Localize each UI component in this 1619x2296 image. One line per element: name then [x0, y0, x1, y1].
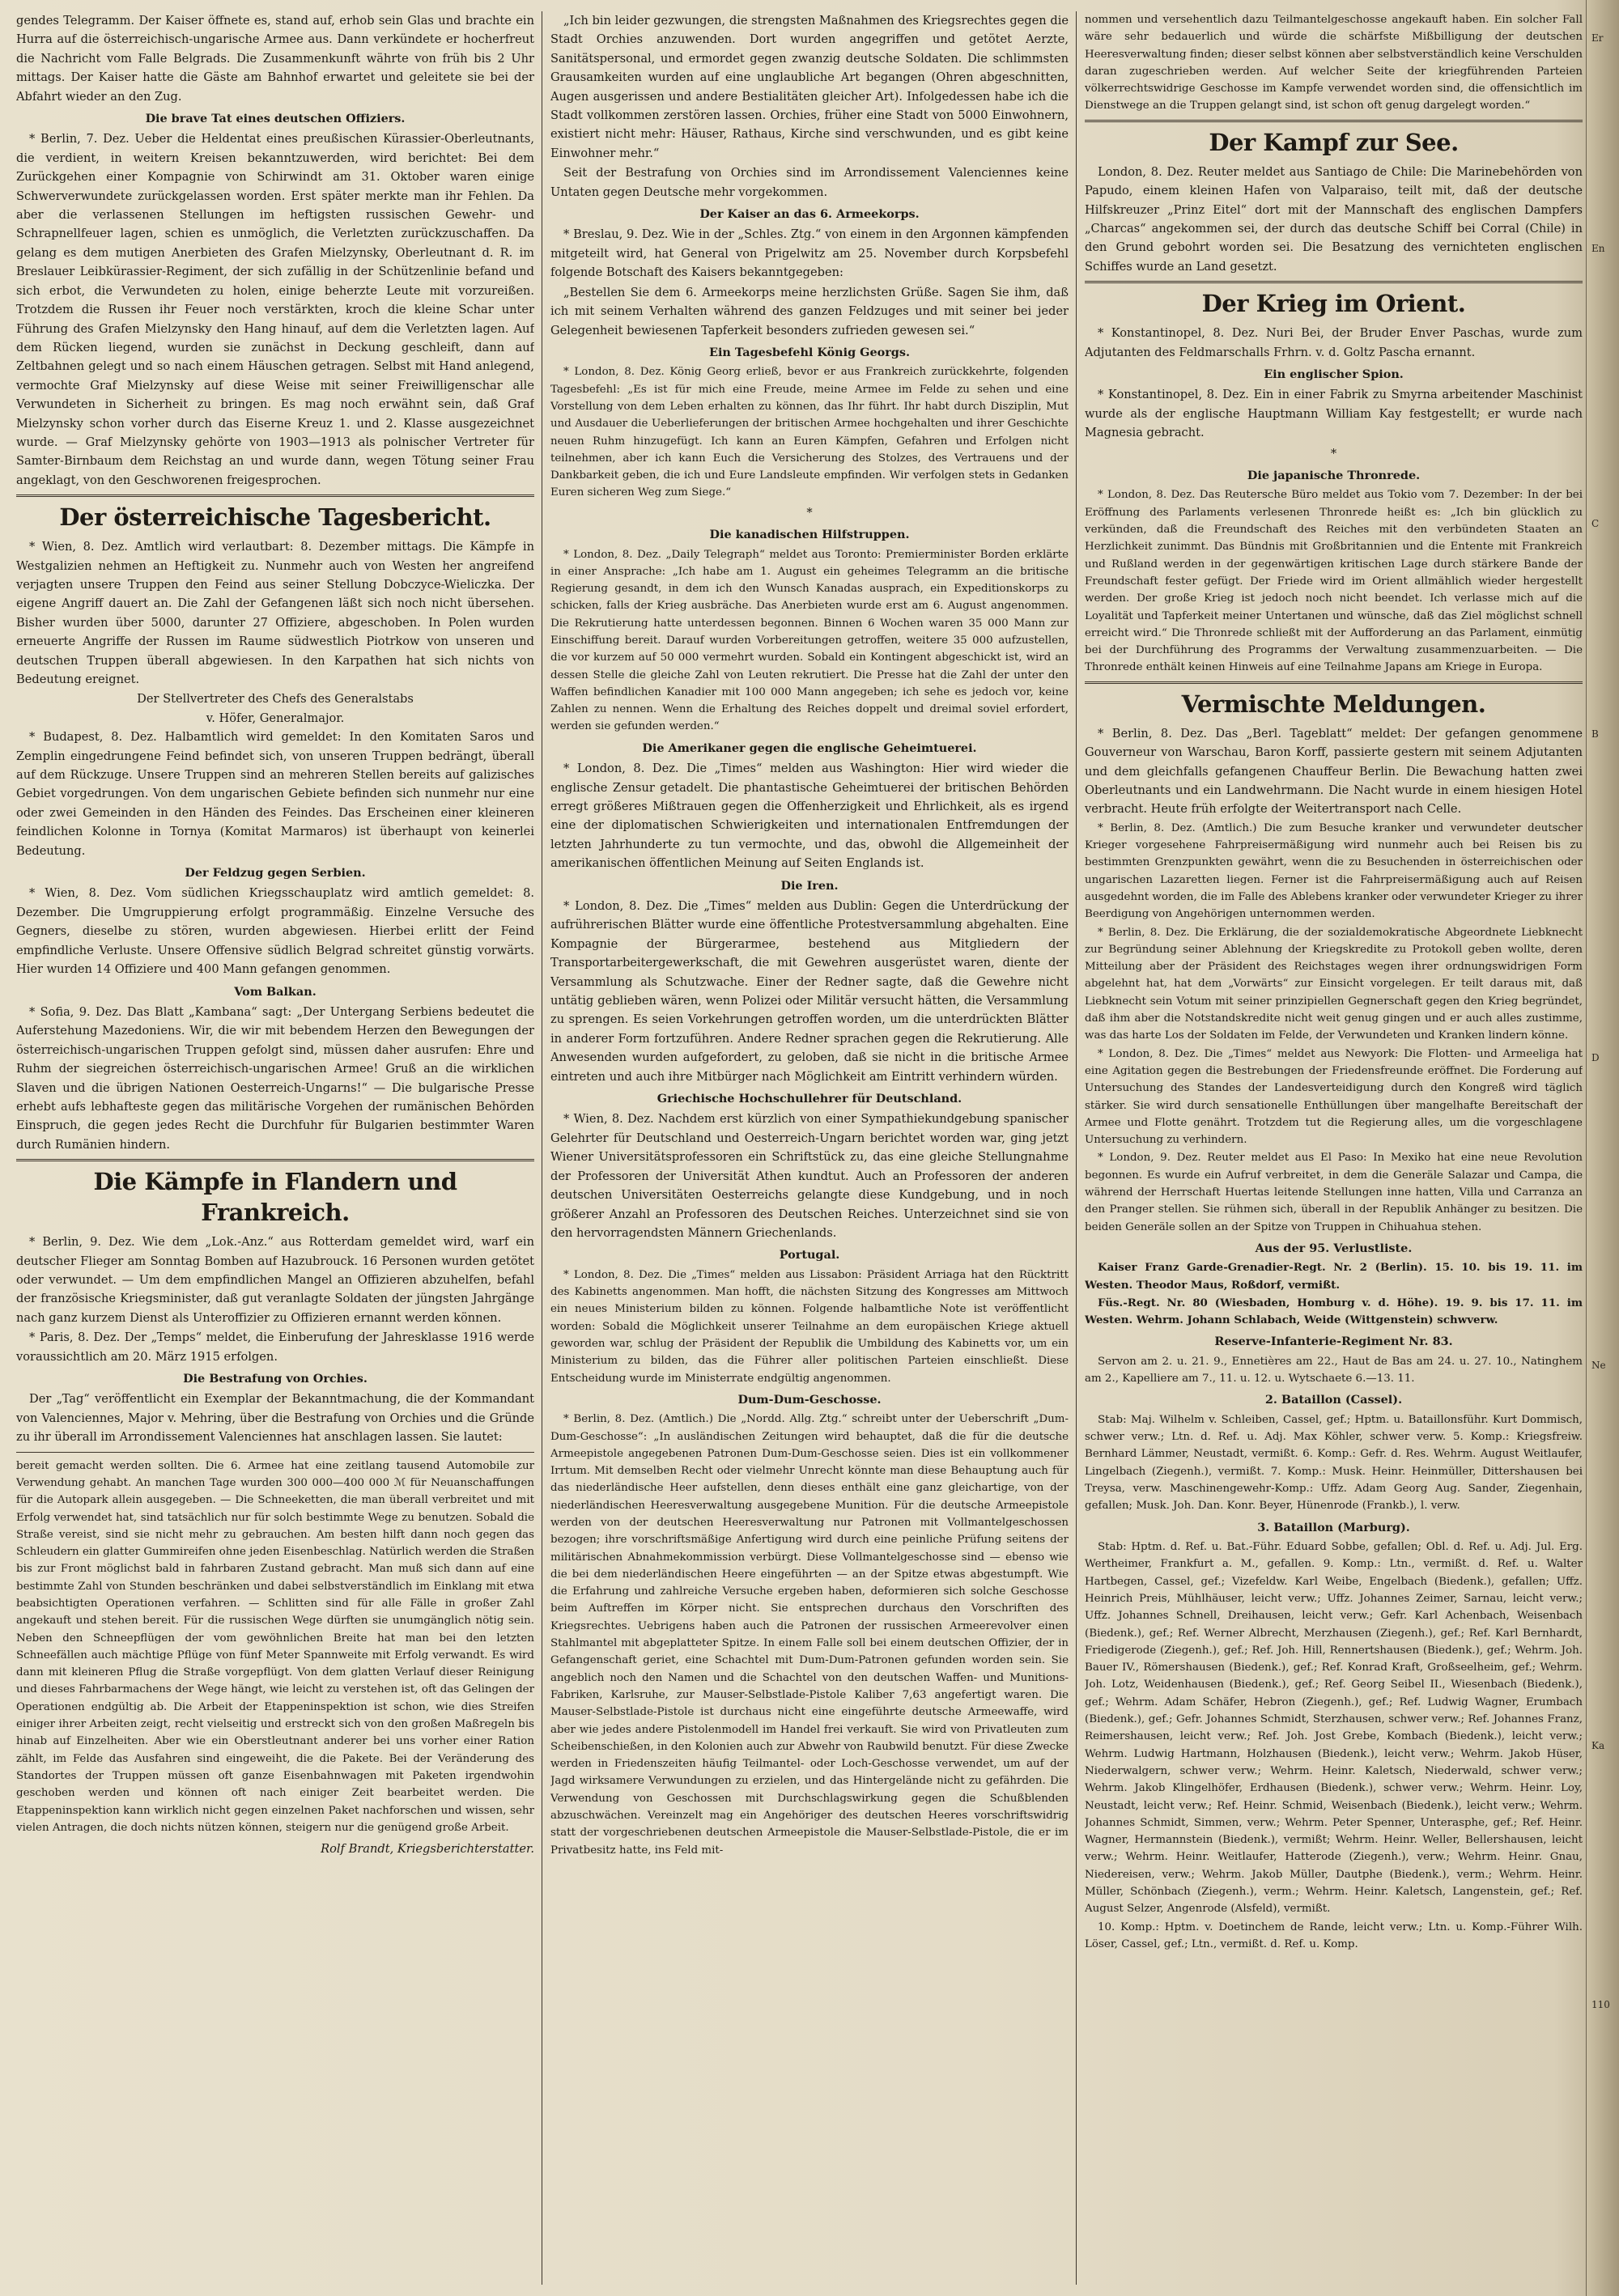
- article-paragraph: * London, 8. Dez. Das Reutersche Büro meldet aus Tokio vom 7. Dezember: In der bei Eröffnung des Parlaments verlesenen Thronrede heißt es: „Ich bin glücklich zu verkünden, daß die Freundschaft des Reiches mit den verbündeten Staaten an Herzlichkeit zunimmt. Das Bündnis mit Großbritannien und die Entente mit Frankreich und Rußland werden in der gegenwärtigen kritischen Lage durch stärkere Bande der Freundschaft fester gefügt. Der Friede wird im Orient allmählich wieder hergestellt werden. Der große Krieg ist jedoch noch nicht beendet. Ich verlasse mich auf die Loyalität und Tapferkeit meiner Untertanen und wünsche, daß das Ziel möglichst schnell erreicht wird.“ Die Thronrede schließt mit der Aufforderung an das Parlament, einmütig bei der Durchführung des Programms der Verwaltung zusammenzuarbeiten. — Die Thronrede enthält keinen Hinweis auf eine Teilnahme Japans am Kriege in Europa.: [1085, 489, 1583, 674]
- signature-line: v. Höfer, Generalmajor.: [206, 711, 345, 725]
- article-paragraph: * Wien, 8. Dez. Amtlich wird verlautbart: 8. Dezember mittags. Die Kämpfe in Westgalizien nehmen an Heftigkeit zu. Nunmehr auch von Westen her angreifend verjagten unsere Truppen den Feind aus seiner Stellung Dobczyce-Wieliczka. Der eigene Angriff dauert an. Die Zahl der Gefangenen läßt sich noch nicht übersehen. Bisher wurden über 5000, darunter 27 Offiziere, abgeschoben. In Polen wurden erneuerte Angriffe der Russen im Raume südwestlich Piotrkow von unseren und deutschen Truppen überall abgewiesen. In den Karpathen hat sich nichts von Bedeutung ereignet.: [16, 540, 534, 686]
- section-heading: Vermischte Meldungen.: [1181, 690, 1486, 718]
- article-paragraph: * London, 9. Dez. Reuter meldet aus El Paso: In Mexiko hat eine neue Revolution begonnen. Es wurde ein Aufruf verbreitet, in dem die Generäle Salazar und Campa, die während der Herrschaft Huertas leitende Stellungen inne hatten, Villa und Carranza an den Pranger stellen. Sie rühmen sich, überall in der Republik Anhänger zu besitzen. Die beiden Generäle sollen an der Spitze von Truppen in Chihuahua stehen.: [1085, 1152, 1583, 1233]
- casualty-entry: Füs.-Regt. Nr. 80 (Wiesbaden, Homburg v. d. Höhe). 19. 9. bis 17. 11. im Westen. Wehrm. Johann Schlabach, Weide (Wittgenstein) schwverw.: [1085, 1296, 1583, 1327]
- edge-fragment: 110: [1591, 1999, 1610, 2010]
- article-paragraph: bereit gemacht werden sollten. Die 6. Armee hat eine zeitlang tausend Automobile zur Verwendung gehabt. An manchen Tage wurden 300 000—400 000 ℳ für Neuanschaffungen für die Autopark allein ausgegeben. — Die Schneeketten, die man überall verbreitet und mit Erfolg verwendet hat, sind tatsächlich nur für solch bestimmte Wege zu benutzen. Sobald die Straße vereist, sind sie nicht mehr zu gebrauchen. Am besten hilft dann noch gegen das Schleudern ein glatter Gummireifen ohne jeden Eisenbeschlag. Natürlich werden die Straßen bis zur Front möglichst bald in fahrbaren Zustand gebracht. Man muß sich dann auf eine bestimmte Zahl von Stunden beschränken und dabei selbstverständlich im Einklang mit etwa beabsichtigten Operationen verfahren. — Schlitten sind für alle Fälle in großer Zahl angekauft und stehen bereit. Für die russischen Wege dürften sie unumgänglich nötig sein. Neben den Schneepflügen der vom gewöhnlichen Breite hat man bei den letzten Schneefällen auch mächtige Pflüge von fünf Meter Spannweite mit Erfolg verwandt. Es wird dann mit kleineren Pflug die Straße vorgepflügt. Von dem glatten Verlauf dieser Reinigung und dieses Fahrbarmachens der Wege hängt, wie leicht zu verstehen ist, oft das Gelingen der Operationen endgültig ab. Die Arbeit der Etappeninspektion ist schon, wie dies Streifen einiger ihrer Arbeiten zeigt, recht vielseitig und erstreckt sich von den großen Maßregeln bis hinab auf Einzelheiten. Aber wie ein Oberstleutnant anderer bei uns vorher einer Ration zählt, im Felde das Ausfahren sind eingeweiht, die die Pakete. Bei der Veränderung des Standortes der Truppen müssen oft ganze Eisenbahnwagen mit Paketen irgendwohin geschoben werden und können oft nach einiger Zeit bearbeitet werden. Die Etappeninspektion kann wirklich nicht gegen einzelnen Paket nachforschen und wissen, sehr vielen Antragen, die doch nichts nützen können, steigern nur die genügend große Arbeit.: [16, 1459, 534, 1834]
- article-paragraph: * London, 8. Dez. Die „Times“ melden aus Dublin: Gegen die Unterdrückung der aufrührerischen Blätter wurde eine öffentliche Protestversammlung abgehalten. Eine Kompagnie der Bürgerarmee, bestehend aus Mitgliedern der Transportarbeitergewerkschaft, die mit Gewehren ausgerüstet waren, diente der Versammlung als Schutzwache. Einer der Redner sagte, daß die Gewehre nicht untätig geblieben wären, wenn Polizei oder Militär versucht hätten, die Versammlung zu sprengen. Es seien Vorkehrungen getroffen worden, um die unterdrückten Blätter in anderer Form fortzuführen. Andere Redner sprachen gegen die Rekrutierung. Alle Anwesenden wurden aufgefordert, zu geloben, daß sie nicht in die britische Armee eintreten und auch ihre Mitbürger nach Möglichkeit am Eintritt verhindern würden.: [550, 899, 1069, 1084]
- section-divider: [16, 1159, 534, 1161]
- edge-fragment: B: [1591, 728, 1599, 740]
- article-paragraph: * Wien, 8. Dez. Vom südlichen Kriegsschauplatz wird amtlich gemeldet: 8. Dezember. Die Umgruppierung erfolgt programmäßig. Einzelne Versuche des Gegners, dieselbe zu stören, wurden abgewiesen. Hierbei erlitt der Feind empfindliche Verluste. Unsere Offensive südlich Belgrad schreitet günstig vorwärts. Hier wurden 14 Offiziere und 400 Mann gefangen genommen.: [16, 886, 534, 977]
- signature-line: Der Stellvertreter des Chefs des Generalstabs: [137, 692, 414, 707]
- article-paragraph: * Berlin, 9. Dez. Wie dem „Lok.-Anz.“ aus Rotterdam gemeldet wird, warf ein deutscher Flieger am Sonntag Bomben auf Hazubrouck. 16 Personen wurden getötet oder verwundet. — Um dem empfindlichen Mangel an Offizieren abzuhelfen, befahl der französische Kriegsminister, daß gut veranlagte Soldaten der jüngsten Jahrgänge nach ganz kurzem Dienst als Unteroffizier zu Offizieren ernannt werden können.: [16, 1235, 534, 1325]
- section-heading: Die Kämpfe in Flandern und Frankreich.: [93, 1168, 457, 1227]
- article-paragraph: „Bestellen Sie dem 6. Armeekorps meine herzlichsten Grüße. Sagen Sie ihm, daß ich mit seinem Verhalten während des ganzen Feldzuges und mit seiner bei jeder Gelegenheit bewiesenen Tapferkeit besonders zufrieden gewesen sei.“: [550, 285, 1069, 337]
- article-paragraph: * Konstantinopel, 8. Dez. Ein in einer Fabrik zu Smyrna arbeitender Maschinist wurde als der englische Hauptmann William Kay festgestellt; er wurde nach Magnesia gebracht.: [1085, 388, 1583, 440]
- adjacent-page-edge: [1586, 0, 1619, 2296]
- column-3: [1085, 11, 1583, 2285]
- edge-fragment: Er: [1591, 32, 1604, 44]
- article-subheading: Griechische Hochschullehrer für Deutschland.: [657, 1092, 962, 1106]
- article-paragraph: * Budapest, 8. Dez. Halbamtlich wird gemeldet: In den Komitaten Saros und Zemplin eingedrungene Feind befindet sich, von unseren Truppen bedrängt, überall auf dem Rückzuge. Unsere Truppen sind an mehreren Stellen bereits auf galizisches Gebiet vorgedrungen. Von dem ungarischen Gebiete befinden sich nunmehr nur eine oder zwei Gemeinden in den Händen des Feindes. Das Erscheinen einer kleineren feindlichen Kolonne in Tornya (Komitat Marmaros) ist überhaupt von keinerlei Bedeutung.: [16, 730, 534, 858]
- article-paragraph: London, 8. Dez. Reuter meldet aus Santiago de Chile: Die Marinebehörden von Papudo, einem kleinen Hafen von Valparaiso, teilt mit, daß der deutsche Hilfskreuzer „Prinz Eitel“ dort mit der Mannschaft des englischen Dampfers „Charcas“ angekommen sei, der durch das deutsche Schiff bei Corral (Chile) in den Grund gebohrt worden sei. Die Besatzung des vernichteten englischen Schiffes wurde an Land gesetzt.: [1085, 164, 1583, 274]
- article-subheading: Vom Balkan.: [234, 984, 317, 999]
- article-paragraph: * London, 8. Dez. Die „Times“ melden aus Lissabon: Präsident Arriaga hat den Rücktritt des Kabinetts angenommen. Man hofft, die nächsten Sitzung des Kongresses am Mittwoch ein neues Ministerium bilden zu können. Folgende halbamtliche Note ist veröffentlicht worden: Sobald die Möglichkeit unserer Teilnahme an dem europäischen Kriege aktuell geworden war, schlug der Präsident der Republik die Umbildung des Kabinetts vor, um ein Ministerium zu bilden, das die Führer aller politischen Parteien einschließt. Diese Entscheidung wurde im Ministerrate endgültig angenommen.: [550, 1268, 1069, 1385]
- article-paragraph: „Ich bin leider gezwungen, die strengsten Maßnahmen des Kriegsrechtes gegen die Stadt Orchies anzuwenden. Dort wurden angegriffen und getötet Aerzte, Sanitätspersonal, und ermordet gegen zwanzig deutsche Soldaten. Die schlimmsten Grausamkeiten wurden auf eine unglaubliche Art begangen (Ohren abgeschnitten, Augen ausgerissen und andere Bestialitäten gleicher Art). Infolgedessen habe ich die Stadt vollkommen zerstören lassen. Orchies, früher eine Stadt von 5000 Einwohnern, existiert nicht mehr: Häuser, Rathaus, Kirche sind verschwunden, und es gibt keine Einwohner mehr.“: [550, 14, 1069, 160]
- article-subheading: Die brave Tat eines deutschen Offiziers.: [145, 112, 406, 126]
- article-paragraph: * Berlin, 8. Dez. Die Erklärung, die der sozialdemokratische Abgeordnete Liebknecht zur Begründung seiner Ablehnung der Kriegskredite zu Protokoll geben wollte, deren Mitteilung aber der Präsident des Reichstages wegen ihrer ordnungswidrigen Form abgelehnt hat, hat dem „Vorwärts“ zur Einsicht vorgelegen. Er teilt daraus mit, daß Liebknecht sein Votum mit seiner prinzipiellen Gegnerschaft gegen den Krieg begründet, daß ihm aber die Notstandskredite nicht weit genug gingen und er auch alles zustimme, was das harte Los der Soldaten im Felde, der Verwundeten und Kranken lindern könne.: [1085, 926, 1583, 1042]
- casualty-entry: Stab: Hptm. d. Ref. u. Bat.-Führ. Eduard Sobbe, gefallen; Obl. d. Ref. u. Adj. Jul. Erg. Wertheimer, Frankfurt a. M., gefallen. 9. Komp.: Ltn., vermißt. d. Ref. u. Walter Hartbegen, Cassel, gef.; Vizefeldw. Karl Weibe, Engelbach (Biedenk.), gefallen; Uffz. Heinrich Preis, Mühlhäuser, leicht verw.; Uffz. Johannes Zeimer, Sarnau, leicht verw.; Uffz. Johannes Schnell, Dreihausen, leicht verw.; Gefr. Karl Achenbach, Weisenbach (Biedenk.), gef.; Ref. Werner Albrecht, Merzhausen (Ziegenh.), gef.; Ref. Karl Bernhardt, Friedigerode (Ziegenh.), gef.; Ref. Joh. Hill, Rennertshausen (Biedenk.), gef.; Wehrm. Joh. Bauer IV., Römershausen (Biedenk.), gef.; Ref. Konrad Kraft, Großseelheim, gef.; Wehrm. Joh. Lotz, Weidenhausen (Biedenk.), gef.; Ref. Georg Seibel II., Wiesenbach (Biedenk.), gef.; Wehrm. Adam Schäfer, Hebron (Ziegenh.), gef.; Ref. Ludwig Wagner, Erumbach (Biedenk.), gef.; Gefr. Johannes Schmidt, Sterzhausen, schwer verw.; Ref. Johannes Franz, Reimershausen, leicht verw.; Ref. Joh. Jost Grebe, Kombach (Biedenk.), leicht verw.; Wehrm. Ludwig Hartmann, Holzhausen (Biedenk.), leicht verw.; Wehrm. Jakob Hüser, Niederwalgern, schwer verw.; Wehrm. Heinr. Kaletsch, Niederwald, schwer verw.; Wehrm. Jakob Klingelhöfer, Erdhausen (Biedenk.), schwer verw.; Wehrm. Heinr. Loy, Neustadt, leicht verw.; Ref. Heinr. Schmid, Weisenbach (Biedenk.), leicht verw.; Wehrm. Johannes Schmidt, Simmen, verw.; Wehrm. Peter Spenner, Unterasphe, gef.; Ref. Heinr. Wagner, Hermannstein (Biedenk.), vermißt; Wehrm. Heinr. Weller, Bellershausen, leicht verw.; Wehrm. Heinr. Weitlaufer, Hatterode (Ziegenh.), verw.; Wehrm. Heinr. Gnau, Niedereisen, verw.; Wehrm. Jakob Müller, Dautphe (Biedenk.), verm.; Wehrm. Heinr. Müller, Schönbach (Ziegenh.), verm.; Wehrm. Heinr. Kaletsch, Langenstein, gef.; Ref. August Selzer, Angenrode (Alsfeld), vermißt.: [1085, 1541, 1583, 1916]
- article-subheading: Portugal.: [779, 1248, 840, 1263]
- casualty-entry: Servon am 2. u. 21. 9., Ennetières am 22., Haut de Bas am 24. u. 27. 10., Natinghem am 2., Kapelliere am 7., 11. u. 12. u. Wytschaete 6.—13. 11.: [1085, 1355, 1583, 1386]
- article-paragraph: Seit der Bestrafung von Orchies sind im Arrondissement Valenciennes keine Untaten gegen Deutsche mehr vorgekommen.: [550, 166, 1069, 199]
- article-subheading: Die Amerikaner gegen die englische Geheimtuerei.: [642, 741, 977, 755]
- article-paragraph: * London, 8. Dez. Die „Times“ melden aus Washington: Hier wird wieder die englische Zensur getadelt. Die phantastische Geheimtuerei der britischen Behörden erregt größeres Mißtrauen gegen die Offenherzigkeit und Ehrlichkeit, als es irgend eine der diplomatischen Schwierigkeiten und internationalen Entfremdungen der letzten Jahrhunderte zu tun vermochte, und das, obwohl die Allgemeinheit der amerikanischen öffentlichen Meinung auf Seiten Englands ist.: [550, 762, 1069, 871]
- article-paragraph: nommen und versehentlich dazu Teilmantelgeschosse angekauft haben. Ein solcher Fall wäre sehr bedauerlich und würde die schärfste Mißbilligung der deutschen Heeresverwaltung finden; dieser selbst können aber selbstverständlich keine Verschulden daran zugeschrieben werden. Auf welcher Seite der kriegführenden Parteien völkerrechtswidrige Geschosse im Kampfe verwendet worden sind, die offensichtlich im Dienstwege an die Truppen gelangt sind, ist schon oft genug dargelegt worden.“: [1085, 14, 1583, 112]
- article-paragraph: * London, 8. Dez. „Daily Telegraph“ meldet aus Toronto: Premierminister Borden erklärte in einer Ansprache: „Ich habe am 1. August ein geheimes Telegramm an die britische Regierung gesandt, in dem ich den Wunsch Kanadas ausprach, ein Expeditionskorps zu schicken, falls der Krieg ausbräche. Das Anerbieten wurde erst am 6. August angenommen. Die Rekrutierung hatte unterdessen begonnen. Binnen 6 Wochen waren 35 000 Mann zur Einschiffung bereit. Darauf wurden Vorbereitungen getroffen, weitere 35 000 aufzustellen, die vor kurzem auf 50 000 vermehrt wurden. Sobald ein Kontingent abgeschickt ist, wird an dessen Stelle die gleiche Zahl von Leuten rekrutiert. Die Presse hat die Zahl der unter den Waffen befindlichen Kanadier mit 100 000 Mann angegeben; ich sehe es jedoch vor, keine Zahlen zu nennen. Wenn die Erhaltung des Reiches doppelt und dreimal soviel erfordert, werden sie gefunden werden.“: [550, 548, 1069, 733]
- star-separator: *: [1330, 446, 1337, 460]
- section-divider: [1085, 681, 1583, 684]
- article-subheading: Die japanische Thronrede.: [1247, 469, 1421, 483]
- section-divider: [1085, 120, 1583, 122]
- section-heading: Der österreichische Tagesbericht.: [59, 503, 491, 532]
- article-subheading: 3. Bataillon (Marburg).: [1257, 1520, 1410, 1534]
- article-subheading: Aus der 95. Verlustliste.: [1255, 1241, 1413, 1255]
- byline: Rolf Brandt, Kriegsberichterstatter.: [321, 1842, 534, 1857]
- casualty-entry: Stab: Maj. Wilhelm v. Schleiben, Cassel, gef.; Hptm. u. Bataillonsführ. Kurt Dommisch, schwer verw.; Ltn. d. Ref. u. Adj. Max Köhler, schwer verw. 5. Komp.: Kriegsfreiw. Bernhard Lämmer, Neustadt, vermißt. 6. Komp.: Gefr. d. Res. Wehrm. August Weitlaufer, Lingelbach (Ziegenh.), vermißt. 7. Komp.: Musk. Heinr. Heinmüller, Dittershausen bei Treysa, verw. Maschinengewehr-Komp.: Uffz. Adam Georg Aug. Sander, Ziegenhain, gefallen; Musk. Joh. Dan. Konr. Beyer, Hünenrode (Frankb.), l. verw.: [1085, 1413, 1583, 1513]
- section-divider: [16, 494, 534, 497]
- article-paragraph: * London, 8. Dez. König Georg erließ, bevor er aus Frankreich zurückkehrte, folgenden Tagesbefehl: „Es ist für mich eine Freude, meine Armee im Felde zu sehen und eine Vorstellung von dem Leben erhalten zu können, das Ihr führt. Ihr habt durch Disziplin, Mut und Ausdauer die Ueberlieferungen der britischen Armee hochgehalten und ihrer Geschichte neuen Ruhm hinzugefügt. Ich kann an Euren Kämpfen, Gefahren und Erfolgen nicht teilnehmen, aber ich kann Euch die Versicherung des Stolzes, des Vertrauens und der Dankbarkeit geben, die ich und Eure Landsleute empfinden. Wir verfolgen stets in Gedanken Euren sicheren Weg zum Siege.“: [550, 366, 1069, 499]
- article-paragraph: * Berlin, 7. Dez. Ueber die Heldentat eines preußischen Kürassier-Oberleutnants, die verdient, in weitern Kreisen bekanntzuwerden, wird berichtet: Bei dem Zurückgehen einer Kompagnie von Schirwindt am 31. Oktober waren einige Schwerverwundete zurückgelassen worden. Erst später merkte man ihr Fehlen. Da aber die verlassenen Stellungen im heftigsten russischen Gewehr- und Schrapnellfeuer lagen, schien es unmöglich, die Verletzten zurückzuschaffen. Da gelang es dem mutigen Anerbieten des Grafen Mielzynsky, Oberleutnant d. R. im Breslauer Leibkürassier-Regiment, der sich zufällig in der Schützenlinie befand und sich erbot, die Verwundeten zu holen, einige beherzte Leute mit vorzureißen. Trotzdem die Russen ihr Feuer noch verstärkten, kroch die kleine Schar unter Führung des Grafen Mielzynsky den Hang hinauf, auf dem die Verletzten lagen. Auf dem Rücken liegend, wurden sie zunächst in Deckung geschleift, dann auf Zeltbahnen gelegt und so nach einem Häuschen getragen. Selbst mit Hand anlegend, vermochte Graf Mielzynsky auf diese Weise mit seiner Freiwilligenschar alle Verwundeten in Sicherheit zu bringen. Es mag noch erwähnt sein, daß Graf Mielzynsky schon vorher durch das Eiserne Kreuz 1. und 2. Klasse ausgezeichnet wurde. — Graf Mielzynsky gehörte von 1903—1913 als polnischer Vertreter für Samter-Birnbaum dem Reichstag an und wurde dann, wegen Tötung seiner Frau angeklagt, von den Geschworenen freigesprochen.: [16, 132, 534, 487]
- article-subheading: Die kanadischen Hilfstruppen.: [709, 528, 910, 542]
- edge-fragment: D: [1591, 1052, 1600, 1063]
- article-paragraph: Der „Tag“ veröffentlicht ein Exemplar der Bekanntmachung, die der Kommandant von Valenciennes, Major v. Mehring, über die Bestrafung von Orchies und die Gründe zu ihr überall im Arrondissement Valenciennes hat anschlagen lassen. Sie lautet:: [16, 1392, 534, 1445]
- article-paragraph: * Sofia, 9. Dez. Das Blatt „Kambana“ sagt: „Der Untergang Serbiens bedeutet die Auferstehung Mazedoniens. Wir, die wir mit bebendem Herzen den Bewegungen der österreichisch-ungarischen Truppen gefolgt sind, müssen daher ausrufen: Ehre und Ruhm der siegreichen österreichisch-ungarischen Armee! Gruß an die wirklichen Slaven und die übrigen Nationen Oesterreich-Ungarns!“ — Die bulgarische Presse erhebt aufs lebhafteste gegen das militärische Vorgehen der rumänischen Behörden Einspruch, die gegen jedes Recht die Durchfuhr für Bulgarien bestimmter Waren durch Rumänien hindern.: [16, 1004, 534, 1152]
- article-subheading: Dum-Dum-Geschosse.: [737, 1392, 882, 1407]
- section-heading: Der Krieg im Orient.: [1201, 290, 1466, 318]
- article-subheading: Ein Tagesbefehl König Georgs.: [709, 345, 910, 359]
- article-paragraph: * Konstantinopel, 8. Dez. Nuri Bei, der Bruder Enver Paschas, wurde zum Adjutanten des Feldmarschalls Frhrn. v. d. Goltz Pascha ernannt.: [1085, 326, 1583, 359]
- article-subheading: Der Kaiser an das 6. Armeekorps.: [699, 207, 920, 222]
- article-subheading: Die Bestrafung von Orchies.: [183, 1372, 368, 1386]
- article-subheading: Die Iren.: [780, 878, 839, 893]
- section-heading: Der Kampf zur See.: [1209, 128, 1459, 156]
- star-separator: *: [806, 505, 813, 520]
- edge-fragment: Ka: [1591, 1740, 1605, 1751]
- column-2: [550, 11, 1069, 2285]
- column-1: [16, 11, 534, 2285]
- edge-fragment: C: [1591, 518, 1600, 529]
- edge-fragment: En: [1591, 243, 1605, 254]
- article-paragraph: * Breslau, 9. Dez. Wie in der „Schles. Ztg.“ von einem in den Argonnen kämpfenden mitgeteilt wird, hat General von Prigelwitz am 25. November durch Korpsbefehl folgende Botschaft des Kaisers bekanntgegeben:: [550, 227, 1069, 280]
- article-paragraph: * Wien, 8. Dez. Nachdem erst kürzlich von einer Sympathiekundgebung spanischer Gelehrter für Deutschland und Oesterreich-Ungarn berichtet worden war, ging jetzt Wiener Universitätsprofessoren ein Schriftstück zu, das eine gleiche Stellungnahme der Professoren der Universität Athen kundtut. Auch an Professoren der anderen deutschen Universitäten Oesterreichs gelangte diese Kundgebung, und in noch größerer Anzahl an Professoren des Deutschen Reiches. Unterzeichnet sind sie von den hervorragendsten Männern Griechenlands.: [550, 1112, 1069, 1240]
- article-subheading: Der Feldzug gegen Serbien.: [185, 866, 366, 881]
- article-paragraph: * Berlin, 8. Dez. Das „Berl. Tageblatt“ meldet: Der gefangen genommene Gouverneur von Warschau, Baron Korff, passierte gestern mit seinem Adjutanten und dem gleichfalls gefangenen Chauffeur Berlin. Die Bewachung hatten zwei Oberleutnants und ein Landwehrmann. Die Nacht wurde in einem hiesigen Hotel verbracht. Heute früh erfolgte der Weitertransport nach Celle.: [1085, 726, 1583, 817]
- column-rule: [1076, 11, 1077, 2285]
- article-subheading: Reserve-Infanterie-Regiment Nr. 83.: [1214, 1335, 1453, 1349]
- edge-fragment: Ne: [1591, 1360, 1606, 1371]
- article-paragraph: * Berlin, 8. Dez. (Amtlich.) Die zum Besuche kranker und verwundeter deutscher Krieger vorgesehene Fahrpreisermäßigung wird nunmehr auch bei Reisen bis zu bestimmten Grenzpunkten gewährt, wenn die zu Besuchenden in österreichischen oder ungarischen Lazaretten liegen. Ferner ist die Fahrpreisermäßigung auch auf Reisen ausgedehnt worden, die im Falle des Ablebens kranker oder verwundeter Krieger zu ihrer Beerdigung von Angehörigen unternommen werden.: [1085, 821, 1583, 921]
- casualty-entry: Kaiser Franz Garde-Grenadier-Regt. Nr. 2 (Berlin). 15. 10. bis 19. 11. im Westen. Theodor Maus, Roßdorf, vermißt.: [1085, 1261, 1583, 1292]
- section-divider: [16, 1452, 534, 1453]
- article-paragraph: * Paris, 8. Dez. Der „Temps“ meldet, die Einberufung der Jahresklasse 1916 werde voraussichtlich am 20. März 1915 erfolgen.: [16, 1330, 534, 1364]
- casualty-entry: 10. Komp.: Hptm. v. Doetinchem de Rande, leicht verw.; Ltn. u. Komp.-Führer Wilh. Löser, Cassel, gef.; Ltn., vermißt. d. Ref. u. Komp.: [1085, 1920, 1583, 1950]
- section-divider: [1085, 281, 1583, 283]
- article-paragraph: * London, 8. Dez. Die „Times“ meldet aus Newyork: Die Flotten- und Armeeliga hat eine Agitation gegen die Bestrebungen der Friedensfreunde eröffnet. Die Forderung auf Untersuchung des Standes der Landesverteidigung durch den Kongreß wird täglich stärker. Sie wird durch sensationelle Enthüllungen über mangelhafte Bereitschaft der Armee und Flotte genährt. Trotzdem tut die Regierung alles, um die vorgeschlagene Untersuchung zu verhindern.: [1085, 1047, 1583, 1147]
- article-paragraph: gendes Telegramm. Der Kaiser öffnete es, stand auf, erhob sein Glas und brachte ein Hurra auf die österreichisch-ungarische Armee aus. Dann verkündete er hocherfreut die Nachricht vom Falle Belgrads. Die Zusammenkunft währte von früh bis 2 Uhr mittags. Der Kaiser hatte die Gäste am Bahnhof erwartet und geleitete sie bei der Abfahrt wieder an den Zug.: [16, 14, 534, 104]
- article-paragraph: * Berlin, 8. Dez. (Amtlich.) Die „Nordd. Allg. Ztg.“ schreibt unter der Ueberschrift „Dum-Dum-Geschosse“: „In ausländischen Zeitungen wird behauptet, daß die für die deutsche Armeepistole angegebenen Patronen Dum-Dum-Geschosse seien. Dies ist ein vollkommener Irrtum. Mit demselben Recht oder vielmehr Unrecht könnte man diese Behauptung auch für das niederländische Heer aufstellen, denn dieses enthält eine ganz gleichartige, von der niederländischen Heeresverwaltung ausgegebene Munition. Für die deutsche Armeepistole werden von der deutschen Heeresverwaltung nur Patronen mit Vollmantelgeschossen bezogen; ihre vorschriftsmäßige Anfertigung wird durch eine peinliche Prüfung seitens der militärischen Abnahmekommission verbürgt. Diese Vollmantelgeschosse sind — ebenso wie die bei dem niederländischen Heere eingeführten — an der Spitze etwas abgestumpft. Wie die Erfahrung und zahlreiche Versuche ergeben haben, deformieren sich solche Geschosse beim Auftreffen im Körper nicht. Sie entsprechen durchaus den Vorschriften des Kriegsrechtes. Uebrigens haben auch die Patronen der russischen Armeerevolver einen Stahlmantel mit abgeplatteter Spitze. In einem Falle soll bei einem deutschen Offizier, der in Gefangenschaft geriet, eine Schachtel mit Dum-Dum-Patronen gefunden worden sein. Sie angeblich noch den Namen und die Schachtel von den deutschen Waffen- und Munitions-Fabriken, Karlsruhe, zur Mauser-Selbstlade-Pistole Kaliber 7,63 angefertigt waren. Die Mauser-Selbstlade-Pistole ist durchaus nicht eine eingeführte deutsche Armeewaffe, wird aber wie jedes andere Pistolenmodell im Handel frei verkauft. Sie wird von Privatleuten zum Scheibenschießen, in den Kolonien auch zur Abwehr von Raubwild benutzt. Für diese Zwecke werden in Friedenszeiten häufig Teilmantel- oder Loch-Geschosse verwendet, um auf der Jagd wirksamere Verwundungen zu erzielen, und das Hintergelände nicht zu gefährden. Die Verwendung von Geschossen mit Durchschlagswirkung gegen die Schußblenden abzuschwächen. Vereinzelt mag ein Angehöriger des deutschen Heeres vorschriftswidrig statt der vorgeschriebenen deutschen Armeepistole die Mauser-Selbstlade-Pistole, die er im Privatbesitz hatte, ins Feld mit-: [550, 1413, 1069, 1857]
- article-subheading: 2. Bataillon (Cassel).: [1264, 1393, 1403, 1407]
- article-subheading: Ein englischer Spion.: [1264, 367, 1404, 382]
